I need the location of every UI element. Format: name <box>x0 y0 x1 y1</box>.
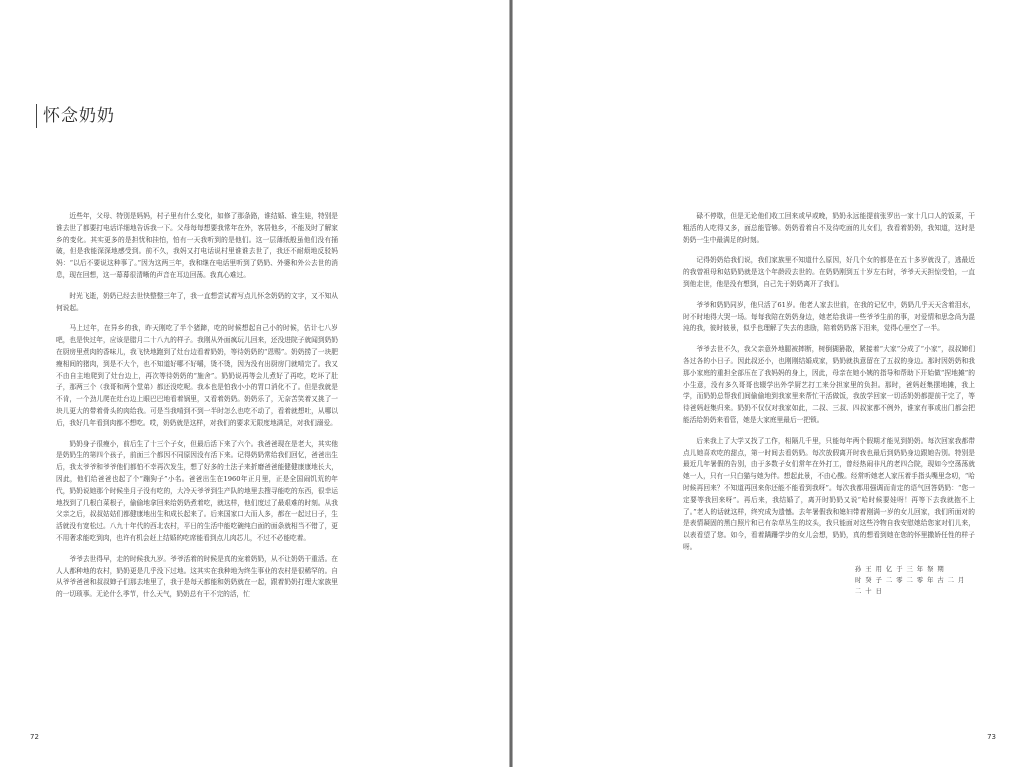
paragraph: 奶奶身子很瘦小，前后生了十三个子女，但最后活下来了六个。我爸爸现在是老大，其实他是奶奶生的第四个孩子，前面三个都因不同原因没有活下来。记得奶奶常给我们回忆，爸爸出生后，我太爷爷和爷爷他们都怕不幸再次发生，想了好多的土法子来折磨爸爸能健健康康地长大，因此，他们给爸爸也起了个“蹦狗子”小名。爸爸出生在1960年正月里，正是全国闹饥荒的年代，奶奶说她那个时候坐月子没有吃的，大冷天爷爷到生产队的地里去搜寻能吃的东西，很幸运地找到了几根白菜根子，偷偷地拿回来给奶奶煮着吃，就这样，他们度过了最艰难的时刻。从我父亲之后，叔叔姑姑们都健康地出生和成长起来了。后来国家口大而人多，都在一起过日子，生活就没有宽松过。八九十年代的西北农村，平日的生活中能吃碗纯白面的面条就相当不错了，更不用奢求能吃到肉，也许有机会赶上结婚的吃席能看到点儿肉芯儿，不过不必能吃着。 <box>56 439 338 542</box>
page-number: 72 <box>30 733 39 741</box>
paragraph: 近些年，父母、特别是妈妈，村子里有什么变化，如修了那条路，谁结婚、谁生娃，特别是谁去世了都要打电话详细地告诉我一下。父母每每想要我常年在外，客居他乡，不能及时了解家乡的变化。其实更多的是担忧和挂怕，怕有一天我听到的是他们。这一层薄纸般虽他们没有捅破，但是我能深深地感受到。前不久，我妈又打电话说村里谁谁去世了，我还不耐烦地反驳妈妈：“以后不要说这种事了。”因为这两三年，我和继在电话里听到了奶奶、外婆和外公去世的消息，现在回想，这一幕幕很清晰的声音在耳边回荡。我真心难过。 <box>56 212 338 279</box>
left-text-column <box>56 211 338 610</box>
signature-date: 时 癸 子 二 零 二 零 年 古 二 月 二 十 日 <box>855 576 966 595</box>
paragraph: 记得奶奶给我们说，我们家族里不知道什么原因，好几个女的都是在五十多岁就没了，逃最近的我曾祖母和姑奶奶就是这个年龄段去世的。在奶奶刚到五十岁左右时，爷爷天天担惊受怕，一直到他走世，他是没有想到，自己先于奶奶离开了我们。 <box>683 256 975 288</box>
paragraph: 爷爷去世不久，我父亲意外地腿被摔断，树倒猢狲散，紧接着“大家”分成了“小家”，叔叔婶们各过各的小日子。因此叔还小，也刚刚结婚成家，奶奶就执意留在了五叔的身边。那时因奶奶和我那小家庭的重担全部压在了我妈妈的身上，因此，母亲在她小姨的指导和帮助下开始做“捏地摊”的小生意，没有多久哥哥也辍学出外学厨艺打工来分担家里的负担。那时，爸妈赶集摆地摊，我上学，而奶奶总帮我们间偷偷地到我家里来帮忙干活做饭，我放学回家一切活奶奶都提前干完了，等待爸妈赶集归来。奶奶不仅仅对我家如此，二叔、三叔、四叔家都不例外，谁家有事或出门都会把能活给奶奶来看管，她是大家庭里最后一把锁。 <box>683 345 975 424</box>
paragraph: 马上过年，在异乡的我，昨天刚吃了半个猪蹄，吃的时候想起自己小的时候，估计七八岁吧，也是快过年，应该是腊月二十八九的样子。我刚从外面疯玩儿回来，还没进院子就闻到奶奶在厨房里煮肉的香味儿，我飞快地跑到了灶台边看着奶奶，等待奶奶的“恩赐”。奶奶捞了一块肥瘦相间的猪肉，到是不大个，也不知道好哪不好嚼，烫不烫，因为没有出厨房门就啃完了。我又不由自主地爬到了灶台边上，再次等待奶奶的“施舍”。奶奶说再等会儿煮好了再吃，吃坏了肚子，那两三个（我哥和两个堂弟）都还没吃呢。我本也是怕我小小的胃口消化不了。但是我就是不肯，一个劲儿爬在灶台边上眼巴巴地看着锅里，又看着奶奶。奶奶乐了，无奈苦笑着又挑了一块儿更大的带着骨头的肉给我。可是当我啃到不到一半时怎么也吃不动了，看着就想吐，从哪以后，我好几年看到肉都不想吃。哎，奶奶就是这样，对我们的要求无限度地满足，对我们溺爱。 <box>56 324 338 427</box>
right-page <box>513 0 1024 767</box>
page-number: 73 <box>987 733 996 741</box>
signature-author: 孙 王 用 亿 于 三 年 祭 期 <box>855 565 945 573</box>
paragraph: 爷爷去世得早，走的时候我九岁。爷爷活着的时候是真的宠着奶奶，从不让奶奶干重活。在人人都种地的农村，奶奶更是几乎没下过地。这其实在我种地为终生事业的农村是很稀罕的。自从爷爷爸爸和叔叔婶子们那去地里了，我于是每天都能和奶奶就在一起，跟着奶奶打理大家族里的一切琐事。无论什么季节，什么天气，奶奶总有干不完的活，忙 <box>56 554 338 599</box>
right-text-column <box>683 211 975 597</box>
paragraph: 爷爷和奶奶同岁，他只活了61岁。他老人家去世前，在我的记忆中，奶奶几乎天天含着泪水，时不时地得大哭一场。每每我陪在奶奶身边，她老给我讲一些爷爷生前的事，对爱情和思念尚为混沌的我，彼时彼景，似乎也理解了失去的悲励，陪着奶奶落下泪来，觉得心里空了一半。 <box>683 300 975 333</box>
paragraph: 时光飞逝，奶奶已经去世快整整三年了，我一直想尝试着写点儿怀念奶奶的文字，又不知从何说起。 <box>56 291 338 312</box>
signature-block <box>683 564 975 597</box>
left-page <box>0 0 509 767</box>
paragraph: 碌不停歇，但是无论他们收工回来或早或晚，奶奶永远能提前张罗出一家十几口人的饭菜，干粗活的人吃得又多，面总能管够。奶奶看着自不及待吃面的儿女们，我看着奶奶，我知道，这时是奶奶一生中最满足的时刻。 <box>683 212 975 244</box>
article-title: 怀念奶奶 <box>36 104 115 128</box>
paragraph: 后来我上了大学又找了工作，相隔几千里，只能每年两个假期才能见到奶奶。每次回家我都带点儿她喜欢吃的甜点，第一时间去看奶奶。每次放假离开时我也最后到奶奶身边跟她告别。特别是最近几年暑假的告别，由于多数子女们常年在外打工，曾经热闹非凡的老四合院，现如今空荡荡就她一人，只有一只白猫与她为伴。想起此景，不由心酸。经常听她老人家压着手指头嘴里念叨，“哈时候再回来？不知道再回来你还能不能看到我呀”。每次我都用强调而肯定的语气回答奶奶：“您一定要等我回来呀”。再后来，我结婚了，离开时奶奶又说“哈时候要娃呀！再等下去我就抱不上了。”老人的话就这样，终究成为遗憾。去年暑假我和媳妇带着刚满一岁的女儿回家，我们所面对的是表情凝固的黑白照片和已有杂草丛生的坟头，我只能面对这些冷物自我安慰她给您家对们儿来，以表看望了您。如今，看着蹒跚学步的女儿会想，奶奶，真的想看到她在您的怀里撒娇任性的样子呀。 <box>683 436 975 551</box>
